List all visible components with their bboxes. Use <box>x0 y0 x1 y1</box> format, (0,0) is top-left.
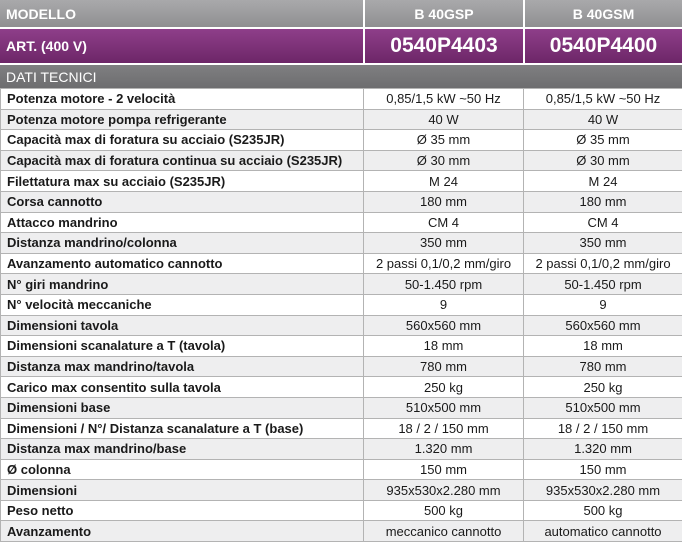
spec-label: Dimensioni tavola <box>1 315 364 336</box>
spec-label: Avanzamento automatico cannotto <box>1 253 364 274</box>
spec-table <box>0 88 682 542</box>
spec-value-model-2: 180 mm <box>524 191 682 212</box>
spec-value-model-1: M 24 <box>364 171 524 192</box>
table-row <box>1 397 682 418</box>
spec-value-model-2: 9 <box>524 294 682 315</box>
spec-label: Potenza motore pompa refrigerante <box>1 109 364 130</box>
spec-label: Attacco mandrino <box>1 212 364 233</box>
table-row <box>1 89 682 110</box>
spec-label: Peso netto <box>1 500 364 521</box>
table-row <box>1 315 682 336</box>
table-row <box>1 274 682 295</box>
spec-value-model-1: 350 mm <box>364 233 524 254</box>
spec-value-model-2: M 24 <box>524 171 682 192</box>
spec-value-model-1: 9 <box>364 294 524 315</box>
spec-value-model-1: 0,85/1,5 kW ~50 Hz <box>364 89 524 110</box>
spec-value-model-2: 510x500 mm <box>524 397 682 418</box>
table-row <box>1 150 682 171</box>
header-divider <box>0 27 682 29</box>
table-row <box>1 356 682 377</box>
article-code-1: 0540P4403 <box>365 28 523 63</box>
spec-value-model-2: 150 mm <box>524 459 682 480</box>
table-row <box>1 459 682 480</box>
spec-value-model-1: 40 W <box>364 109 524 130</box>
spec-value-model-2: 560x560 mm <box>524 315 682 336</box>
spec-value-model-2: Ø 35 mm <box>524 130 682 151</box>
table-row <box>1 377 682 398</box>
table-row <box>1 336 682 357</box>
spec-value-model-1: 1.320 mm <box>364 439 524 460</box>
spec-value-model-1: 780 mm <box>364 356 524 377</box>
spec-value-model-1: 250 kg <box>364 377 524 398</box>
spec-label: Dimensioni base <box>1 397 364 418</box>
spec-label: Dimensioni <box>1 480 364 501</box>
spec-value-model-2: 350 mm <box>524 233 682 254</box>
spec-label: Capacità max di foratura continua su acciaio (S235JR) <box>1 150 364 171</box>
spec-value-model-2: 500 kg <box>524 500 682 521</box>
spec-label: Capacità max di foratura su acciaio (S235JR) <box>1 130 364 151</box>
spec-value-model-2: Ø 30 mm <box>524 150 682 171</box>
spec-value-model-2: 18 mm <box>524 336 682 357</box>
table-row <box>1 233 682 254</box>
spec-label: Distanza max mandrino/base <box>1 439 364 460</box>
article-label: ART. (400 V) <box>0 28 363 63</box>
table-row <box>1 294 682 315</box>
spec-value-model-2: 40 W <box>524 109 682 130</box>
table-row <box>1 191 682 212</box>
spec-value-model-2: 935x530x2.280 mm <box>524 480 682 501</box>
spec-value-model-2: automatico cannotto <box>524 521 682 542</box>
spec-label: Corsa cannotto <box>1 191 364 212</box>
spec-value-model-1: 18 / 2 / 150 mm <box>364 418 524 439</box>
spec-label: Ø colonna <box>1 459 364 480</box>
table-row <box>1 130 682 151</box>
section-title: DATI TECNICI <box>0 65 682 88</box>
spec-label: Distanza max mandrino/tavola <box>1 356 364 377</box>
spec-value-model-1: 935x530x2.280 mm <box>364 480 524 501</box>
spec-value-model-2: CM 4 <box>524 212 682 233</box>
header-divider <box>523 0 525 63</box>
header-divider <box>363 0 365 63</box>
spec-label: Avanzamento <box>1 521 364 542</box>
spec-value-model-2: 18 / 2 / 150 mm <box>524 418 682 439</box>
model-name-2: B 40GSM <box>525 0 682 28</box>
spec-value-model-1: 500 kg <box>364 500 524 521</box>
spec-value-model-2: 250 kg <box>524 377 682 398</box>
table-row <box>1 109 682 130</box>
spec-label: Dimensioni / N°/ Distanza scanalature a T (base) <box>1 418 364 439</box>
spec-label: Carico max consentito sulla tavola <box>1 377 364 398</box>
spec-label: Distanza mandrino/colonna <box>1 233 364 254</box>
table-row <box>1 171 682 192</box>
spec-value-model-1: Ø 30 mm <box>364 150 524 171</box>
table-row <box>1 212 682 233</box>
spec-label: N° giri mandrino <box>1 274 364 295</box>
table-row <box>1 480 682 501</box>
spec-label: Potenza motore - 2 velocità <box>1 89 364 110</box>
spec-label: Filettatura max su acciaio (S235JR) <box>1 171 364 192</box>
spec-value-model-1: 180 mm <box>364 191 524 212</box>
spec-label: N° velocità meccaniche <box>1 294 364 315</box>
table-row <box>1 253 682 274</box>
spec-value-model-2: 780 mm <box>524 356 682 377</box>
table-row <box>1 500 682 521</box>
spec-value-model-2: 50-1.450 rpm <box>524 274 682 295</box>
spec-value-model-1: CM 4 <box>364 212 524 233</box>
spec-value-model-1: 50-1.450 rpm <box>364 274 524 295</box>
table-row <box>1 439 682 460</box>
spec-value-model-2: 0,85/1,5 kW ~50 Hz <box>524 89 682 110</box>
spec-value-model-1: 560x560 mm <box>364 315 524 336</box>
model-name-1: B 40GSP <box>365 0 523 28</box>
spec-value-model-1: 18 mm <box>364 336 524 357</box>
table-row <box>1 418 682 439</box>
spec-value-model-1: 150 mm <box>364 459 524 480</box>
table-row <box>1 521 682 542</box>
spec-value-model-1: 510x500 mm <box>364 397 524 418</box>
spec-label: Dimensioni scanalature a T (tavola) <box>1 336 364 357</box>
model-label: MODELLO <box>0 0 363 28</box>
spec-value-model-2: 2 passi 0,1/0,2 mm/giro <box>524 253 682 274</box>
spec-value-model-1: 2 passi 0,1/0,2 mm/giro <box>364 253 524 274</box>
article-code-2: 0540P4400 <box>525 28 682 63</box>
spec-value-model-2: 1.320 mm <box>524 439 682 460</box>
spec-value-model-1: Ø 35 mm <box>364 130 524 151</box>
spec-value-model-1: meccanico cannotto <box>364 521 524 542</box>
